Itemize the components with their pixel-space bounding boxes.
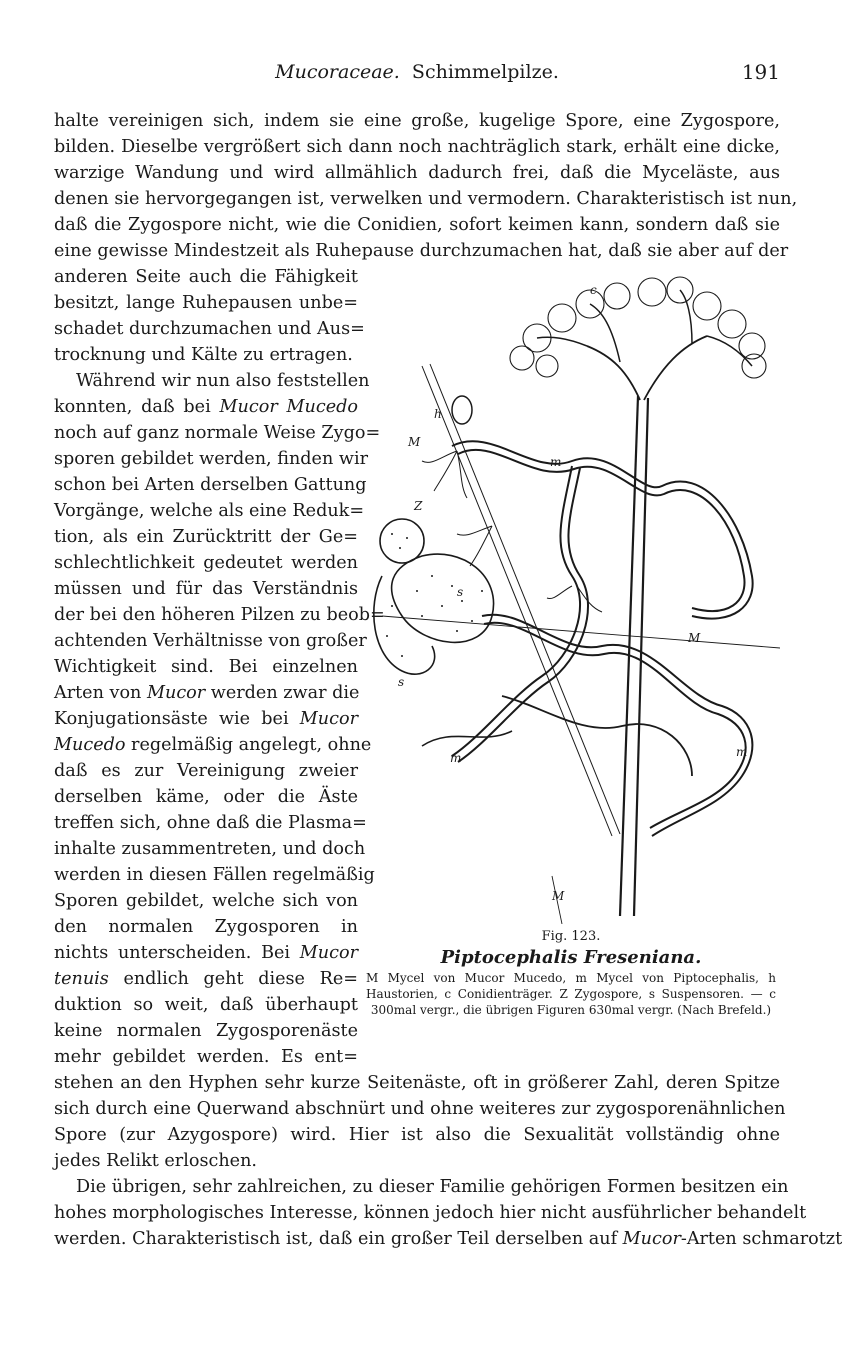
text-line: trocknung und Kälte zu ertragen. bbox=[54, 345, 353, 365]
figure-label-c: c bbox=[590, 283, 597, 297]
text-line: Während wir nun also feststellen bbox=[76, 371, 370, 391]
figure-number: Fig. 123. bbox=[541, 929, 601, 944]
figure-label-m-upper: M bbox=[688, 631, 701, 645]
text-line: tion, als ein Zurücktritt der Ge= bbox=[54, 527, 358, 547]
text-line: halte vereinigen sich, indem sie eine große, kugelige Spore, eine Zygospore, bbox=[54, 111, 780, 131]
text-line: werden in diesen Fällen regelmäßig bbox=[54, 865, 375, 885]
text-line: warzige Wandung und wird allmählich dadurch frei, daß die Myceläste, aus bbox=[54, 163, 780, 183]
figure-label-m-lower: m bbox=[450, 751, 462, 765]
text-line: den normalen Zygosporen in bbox=[54, 917, 358, 937]
text-line: stehen an den Hyphen sehr kurze Seitenäste, oft in größerer Zahl, deren Spitze bbox=[54, 1073, 780, 1093]
figure-label-m-upper: M bbox=[408, 435, 421, 449]
text-line: der bei den höheren Pilzen zu beob= bbox=[54, 605, 385, 625]
figure-caption-text: M Mycel von Mucor Mucedo, m Mycel von Piptocephalis, h Haustorien, c Conidienträger. Z Zygospore, s Suspensoren. — c 300mal vergr., die übrigen Figuren 630mal vergr. (Nach Brefeld.) bbox=[366, 971, 776, 1017]
page-number: 191 bbox=[741, 60, 780, 84]
text-line: Konjugationsäste wie bei Mucor bbox=[54, 709, 358, 729]
text-line: anderen Seite auch die Fähigkeit bbox=[54, 267, 358, 287]
piptocephalis-drawing bbox=[362, 276, 780, 924]
text-line: Spore (zur Azygospore) wird. Hier ist also die Sexualität vollständig ohne bbox=[54, 1125, 780, 1145]
figure-label-s: s bbox=[457, 585, 464, 599]
figure-label-s: s bbox=[398, 675, 405, 689]
text-line: müssen und für das Verständnis bbox=[54, 579, 358, 599]
text-line: nichts unterscheiden. Bei Mucor bbox=[54, 943, 358, 963]
text-line: Vorgänge, welche als eine Reduk= bbox=[54, 501, 365, 521]
figure-label-m-lower: m bbox=[736, 745, 748, 759]
text-line: werden. Charakteristisch ist, daß ein großer Teil derselben auf Mucor-Arten schmarotzt bbox=[54, 1229, 843, 1249]
figure-label-m-lower: m bbox=[550, 455, 562, 469]
text-line: achtenden Verhältnisse von großer bbox=[54, 631, 367, 651]
running-header bbox=[54, 58, 780, 86]
header-title bbox=[54, 58, 780, 86]
text-line: derselben käme, oder die Äste bbox=[54, 787, 358, 807]
text-line: keine normalen Zygosporenäste bbox=[54, 1021, 358, 1041]
text-line: Sporen gebildet, welche sich von bbox=[54, 891, 358, 911]
text-line: denen sie hervorgegangen ist, verwelken und vermodern. Charakteristisch ist nun, bbox=[54, 189, 798, 209]
figure-title: Piptocephalis Freseniana. bbox=[440, 947, 702, 968]
text-line: Wichtigkeit sind. Bei einzelnen bbox=[54, 657, 358, 677]
text-line: inhalte zusammentreten, und doch bbox=[54, 839, 366, 859]
text-line: sporen gebildet werden, finden wir bbox=[54, 449, 368, 469]
text-line: tenuis endlich geht diese Re= bbox=[54, 969, 358, 989]
figure-label-z: Z bbox=[414, 499, 423, 513]
text-line: eine gewisse Mindestzeit als Ruhepause durchzumachen hat, daß sie aber auf der bbox=[54, 241, 789, 261]
text-line: schon bei Arten derselben Gattung bbox=[54, 475, 367, 495]
text-line: besitzt, lange Ruhepausen unbe= bbox=[54, 293, 358, 313]
text-line: mehr gebildet werden. Es ent= bbox=[54, 1047, 358, 1067]
figure-label-m-upper: M bbox=[552, 889, 565, 903]
text-line: bilden. Dieselbe vergrößert sich dann noch nachträglich stark, erhält eine dicke, bbox=[54, 137, 780, 157]
figure-caption bbox=[362, 928, 780, 1018]
header-title-german: Schimmelpilze. bbox=[411, 61, 559, 83]
text-line: duktion so weit, daß überhaupt bbox=[54, 995, 358, 1015]
text-line: daß die Zygospore nicht, wie die Conidien, sofort keimen kann, sondern daß sie bbox=[54, 215, 780, 235]
figure-label-h: h bbox=[434, 407, 442, 421]
text-line: jedes Relikt erloschen. bbox=[54, 1151, 257, 1171]
header-title-latin: Mucoraceae. bbox=[275, 61, 400, 83]
text-line: noch auf ganz normale Weise Zygo= bbox=[54, 423, 381, 443]
text-line: Arten von Mucor werden zwar die bbox=[54, 683, 360, 703]
text-line: treffen sich, ohne daß die Plasma= bbox=[54, 813, 367, 833]
text-line: Die übrigen, sehr zahlreichen, zu dieser Familie gehörigen Formen besitzen ein bbox=[76, 1177, 789, 1197]
text-line: konnten, daß bei Mucor Mucedo bbox=[54, 397, 358, 417]
text-line: daß es zur Vereinigung zweier bbox=[54, 761, 358, 781]
text-line: Mucedo regelmäßig angelegt, ohne bbox=[54, 735, 372, 755]
text-line: hohes morphologisches Interesse, können jedoch hier nicht ausführlicher behandelt bbox=[54, 1203, 807, 1223]
text-line: schadet durchzumachen und Aus= bbox=[54, 319, 365, 339]
text-line: schlechtlichkeit gedeutet werden bbox=[54, 553, 358, 573]
figure-illustration bbox=[362, 276, 780, 924]
text-line: sich durch eine Querwand abschnürt und ohne weiteres zur zygosporenähnlichen bbox=[54, 1099, 786, 1119]
